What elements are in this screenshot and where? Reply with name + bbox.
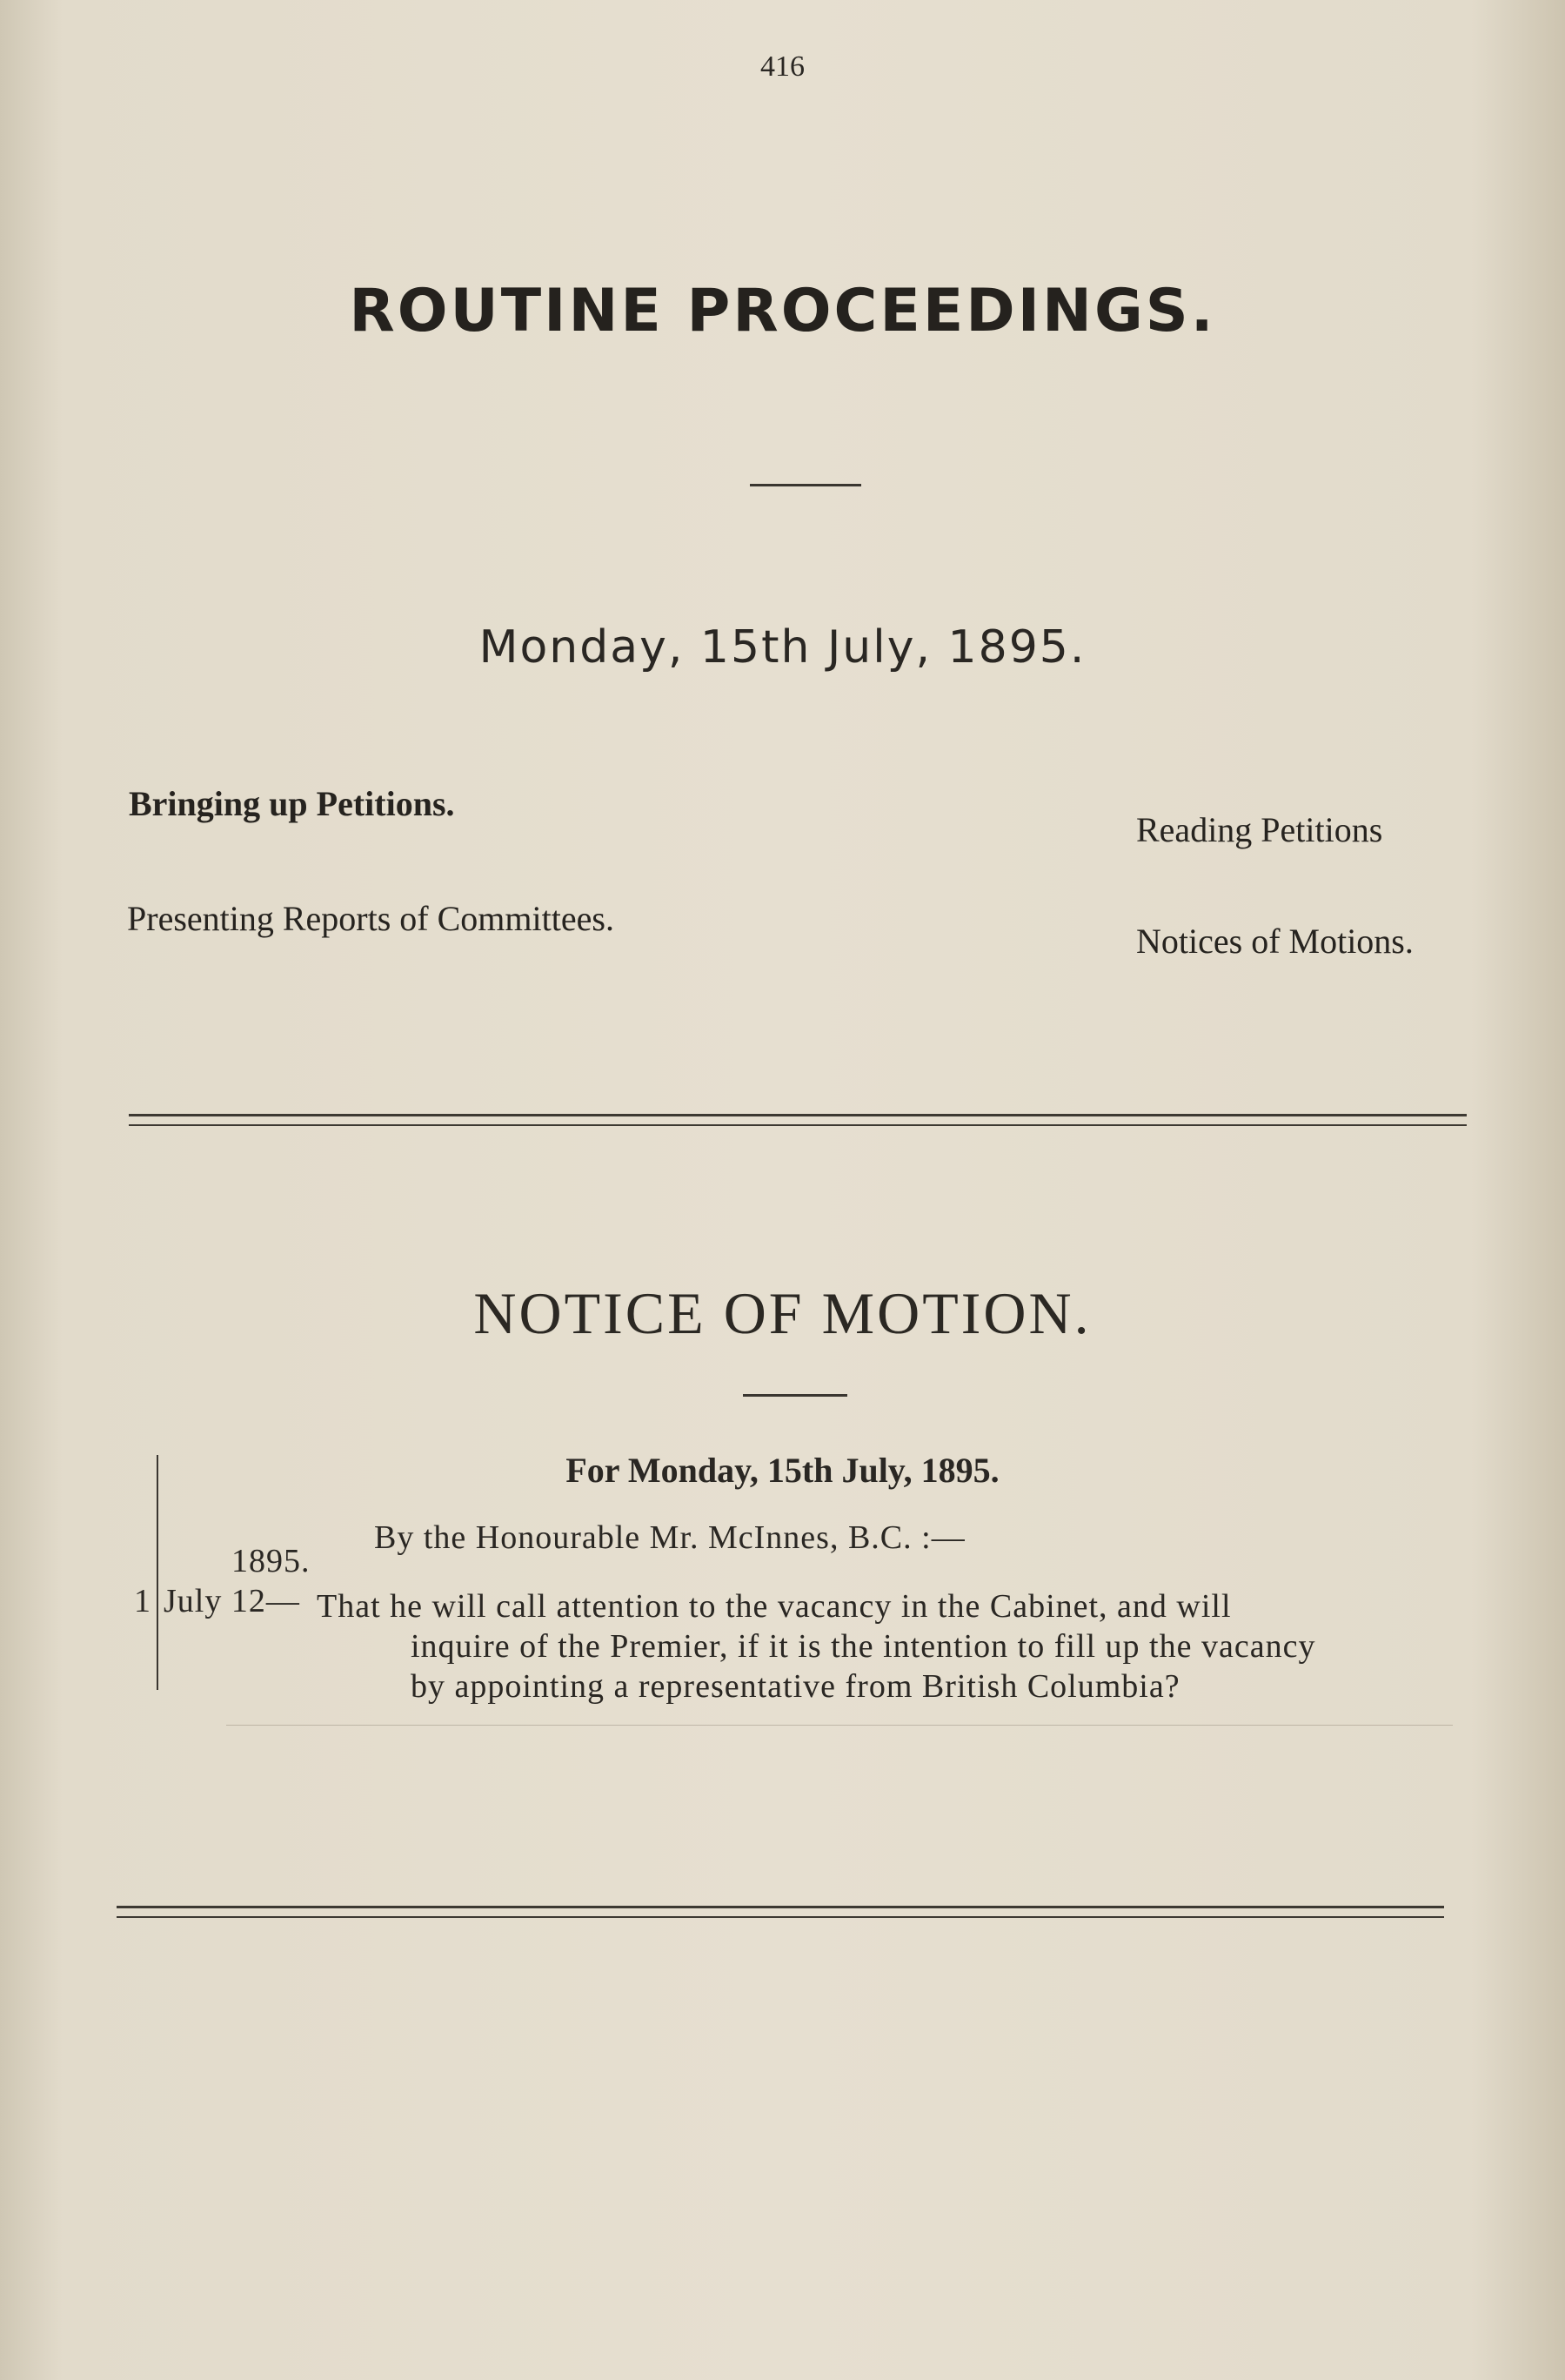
presenting-reports: Presenting Reports of Committees. xyxy=(127,899,614,938)
notice-divider xyxy=(743,1394,847,1397)
section-divider-bottom xyxy=(117,1906,1444,1918)
page-title: ROUTINE PROCEEDINGS. xyxy=(349,277,1216,345)
entry-underline xyxy=(226,1725,1453,1726)
entry-line-2: inquire of the Premier, if it is the intention to fill up the vacancy xyxy=(411,1628,1316,1665)
entry-line-1: That he will call attention to the vacancy in the Cabinet, and will xyxy=(317,1588,1232,1625)
page-number: 416 xyxy=(760,50,805,83)
notice-title: NOTICE OF MOTION. xyxy=(473,1280,1092,1346)
bringing-up-petitions: Bringing up Petitions. xyxy=(129,784,455,823)
for-heading: For Monday, 15th July, 1895. xyxy=(565,1451,1000,1490)
entry-year: 1895. xyxy=(231,1543,311,1579)
by-line: By the Honourable Mr. McInnes, B.C. :— xyxy=(374,1519,966,1556)
margin-bar xyxy=(157,1455,158,1690)
entry-date: July 12— xyxy=(164,1583,300,1619)
date-heading: Monday, 15th July, 1895. xyxy=(478,621,1087,674)
reading-petitions: Reading Petitions xyxy=(1136,810,1383,849)
section-divider-top xyxy=(129,1114,1467,1126)
title-divider xyxy=(750,484,861,486)
entry-line-3: by appointing a representative from British Columbia? xyxy=(411,1668,1180,1705)
notices-of-motions: Notices of Motions. xyxy=(1136,922,1414,961)
entry-number: 1 xyxy=(134,1583,151,1619)
